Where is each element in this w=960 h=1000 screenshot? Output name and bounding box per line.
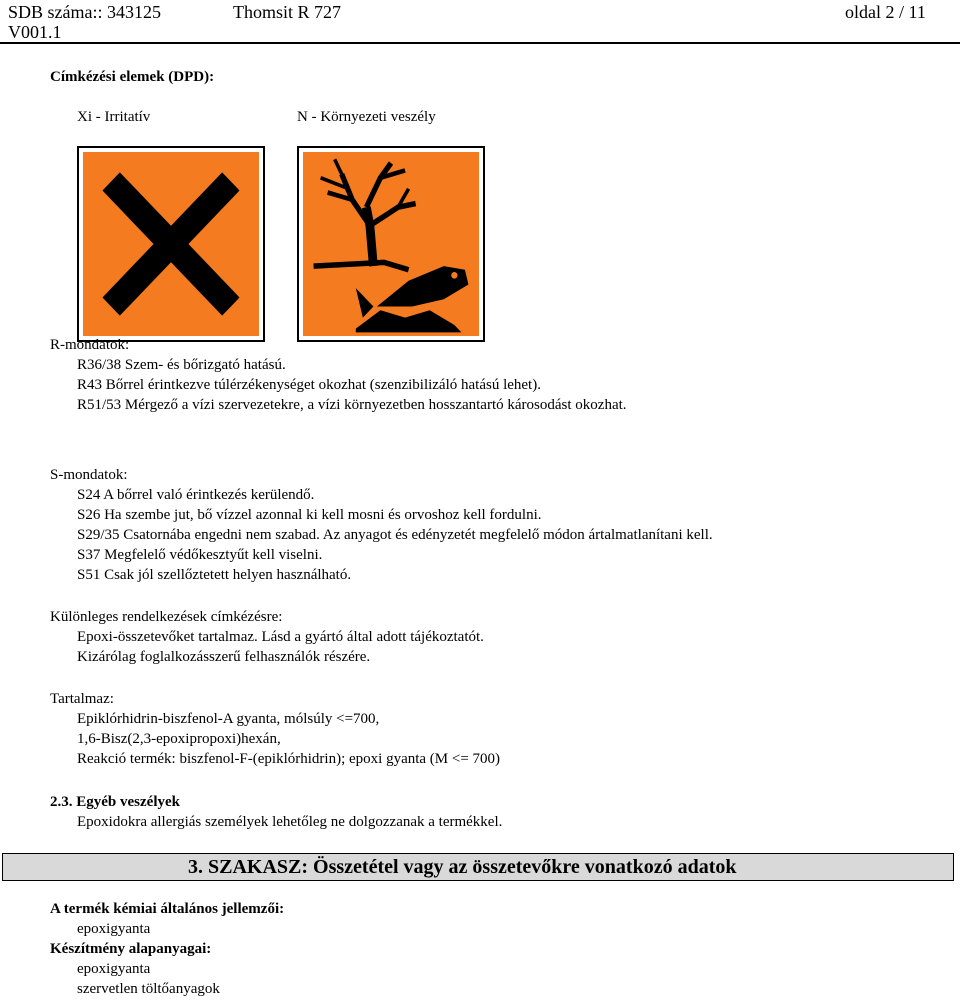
- page-header: [0, 0, 960, 44]
- r-phrase: R36/38 Szem- és bőrizgató hatású.: [77, 357, 286, 373]
- s-phrase: S24 A bőrrel való érintkezés kerülendő.: [77, 487, 315, 503]
- r-phrase: R51/53 Mérgező a vízi szervezetekre, a vízi környezetben hosszantartó károsodást okozhat.: [77, 397, 627, 413]
- section-3-title: 3. SZAKASZ: Összetétel vagy az összetevőkre vonatkozó adatok: [188, 856, 737, 878]
- other-hazards-title: 2.3. Egyéb veszélyek: [50, 794, 180, 810]
- special-item: Epoxi-összetevőket tartalmaz. Lásd a gyártó által adott tájékoztatót.: [77, 629, 484, 645]
- r-phrases-title: R-mondatok:: [50, 337, 130, 353]
- page-number: oldal 2 / 11: [845, 2, 926, 22]
- other-hazards-text: Epoxidokra allergiás személyek lehetőleg ne dolgozzanak a termékkel.: [77, 814, 503, 830]
- base-material: szervetlen töltőanyagok: [77, 981, 220, 997]
- contents-title: Tartalmaz:: [50, 691, 114, 707]
- labeling-title: Címkézési elemek (DPD):: [50, 69, 215, 85]
- saltire-cross-icon: [83, 152, 259, 336]
- product-name: Thomsit R 727: [233, 2, 342, 22]
- s-phrase: S37 Megfelelő védőkesztyűt kell viselni.: [77, 547, 323, 563]
- pictogram-n: [297, 146, 485, 342]
- contents-item: 1,6-Bisz(2,3-epoxipropoxi)hexán,: [77, 731, 281, 747]
- base-materials-title: Készítmény alapanyagai:: [50, 941, 212, 957]
- s-phrases-title: S-mondatok:: [50, 467, 128, 483]
- pictogram-xi: [77, 146, 265, 342]
- s-phrase: S51 Csak jól szellőztetett helyen használható.: [77, 567, 352, 583]
- base-material: epoxigyanta: [77, 961, 151, 977]
- r-phrase: R43 Bőrrel érintkezve túlérzékenységet okozhat (szenzibilizáló hatású lehet).: [77, 377, 541, 393]
- s-phrase: S29/35 Csatornába engedni nem szabad. Az anyagot és edényzetét megfelelő módon ártalmatlanítani kell.: [77, 527, 713, 543]
- dead-tree-fish-icon: [303, 152, 479, 336]
- chemical-general-value: epoxigyanta: [77, 921, 151, 937]
- s-phrase: S26 Ha szembe jut, bő vízzel azonnal ki kell mosni és orvoshoz kell fordulni.: [77, 507, 542, 523]
- version: V001.1: [8, 22, 62, 42]
- chemical-general-title: A termék kémiai általános jellemzői:: [50, 901, 285, 917]
- sdb-number: SDB száma:: 343125: [8, 2, 161, 22]
- header-rule: [0, 42, 960, 44]
- special-item: Kizárólag foglalkozásszerű felhasználók részére.: [77, 649, 371, 665]
- special-title: Különleges rendelkezések címkézésre:: [50, 609, 283, 625]
- section-3-header: [2, 853, 954, 881]
- contents-item: Reakció termék: biszfenol-F-(epiklórhidrin); epoxi gyanta (M <= 700): [77, 751, 501, 767]
- pictogram-label-xi: Xi - Irritatív: [77, 109, 151, 125]
- contents-item: Epiklórhidrin-biszfenol-A gyanta, mólsúly <=700,: [77, 711, 380, 727]
- pictogram-label-n: N - Környezeti veszély: [297, 109, 436, 125]
